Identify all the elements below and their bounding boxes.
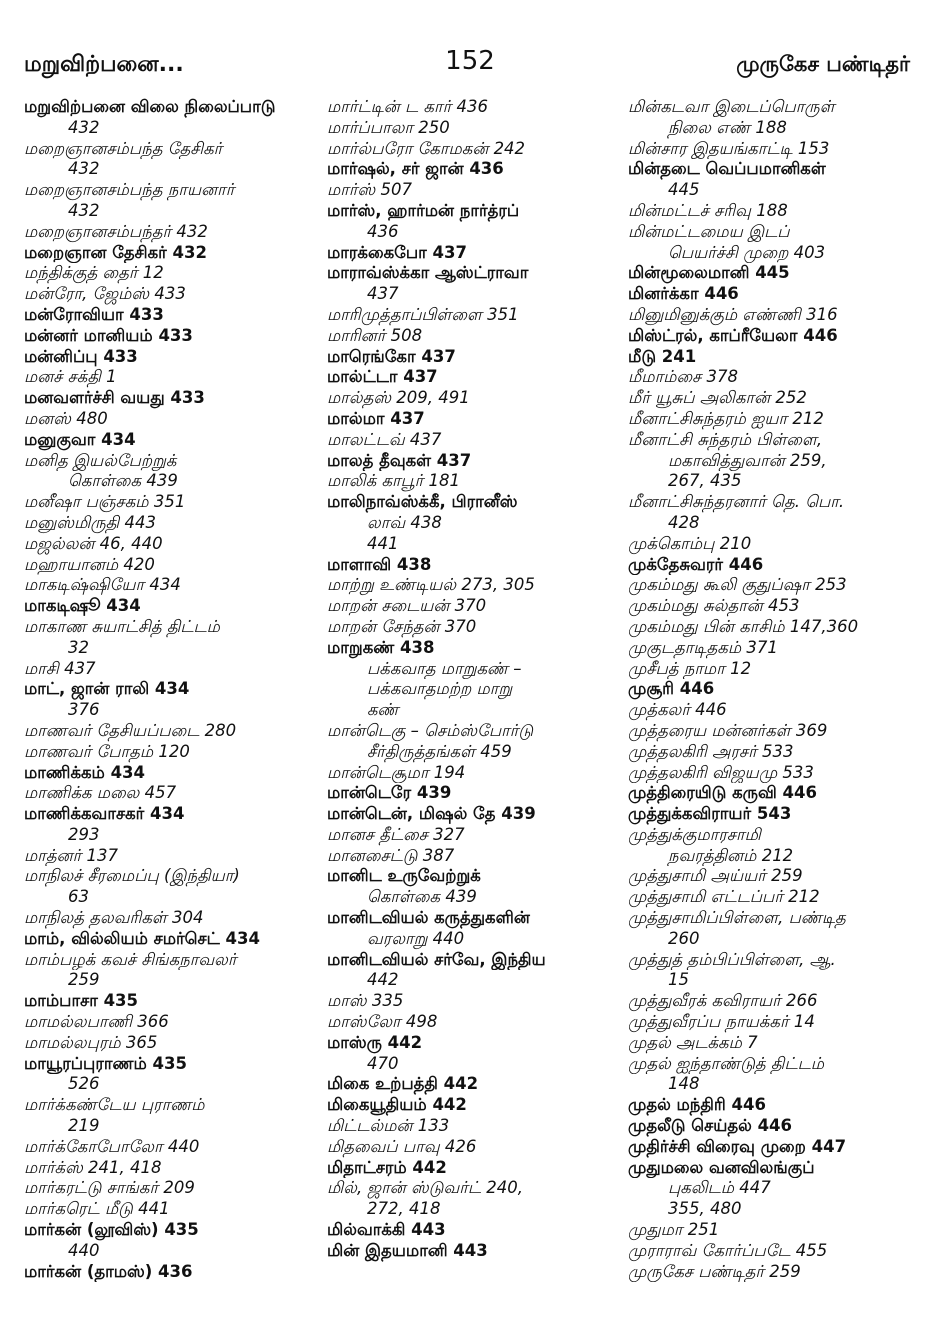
index-entry: மார்ஸ், ஹார்மன் நார்த்ரப் (327, 200, 520, 220)
index-entry: மாஸ்ரு 442 (327, 1032, 423, 1052)
index-entry: 436 (367, 221, 399, 241)
index-entry: மான்டெரே 439 (327, 783, 452, 803)
index-entry: மன்னர் மானியம் 433 (24, 325, 193, 345)
index-entry: மாஸ்லோ 498 (327, 1012, 438, 1032)
index-entry: மாராவ்ஸ்க்கா ஆஸ்ட்ராவா (327, 263, 529, 283)
index-entry: மறைஞானசம்பந்த தேசிகர் (24, 138, 223, 158)
index-entry: 260 (668, 928, 700, 948)
index-entry: மார்ஸ் 507 (327, 180, 412, 200)
index-entry: 470 (367, 1053, 399, 1073)
index-entry: 219 (68, 1116, 100, 1136)
index-entry: முக்கொம்பு 210 (628, 533, 752, 553)
index-entry: மின்சார இதயங்காட்டி 153 (628, 138, 830, 158)
index-entry: மார்க்கோபோலோ 440 (24, 1136, 200, 1156)
index-entry: பக்கவாத மாறுகண் – (367, 658, 522, 678)
index-entry: மகாவித்துவான் 259, (668, 450, 827, 470)
index-entry: முதல் அடக்கம் 7 (628, 1032, 758, 1052)
index-entry: பெயர்ச்சி முறை 403 (668, 242, 826, 262)
index-entry: மில்வாக்கி 443 (327, 1220, 446, 1240)
index-entry: மாம்பழக் கவச் சிங்கநாவலர் (24, 949, 237, 969)
index-entry: மானசைட்டு 387 (327, 845, 455, 865)
index-entry: மினர்க்கா 446 (628, 284, 739, 304)
index-entry: வரலாறு 440 (367, 928, 465, 948)
index-entry: முதல் மந்திரி 446 (628, 1095, 766, 1115)
index-entry: முதுமா 251 (628, 1220, 720, 1240)
index-entry: மாளாவி 438 (327, 554, 432, 574)
index-entry: மாலிக் காபூர் 181 (327, 471, 460, 491)
index-entry: மிட்டல்மன் 133 (327, 1116, 450, 1136)
index-entry: முகம்மது சுல்தான் 453 (628, 596, 800, 616)
index-entry: 440 (68, 1240, 100, 1260)
index-entry: மார்கரெட் மீடு 441 (24, 1199, 170, 1219)
index-entry: மாணிக்கவாசகர் 434 (24, 804, 185, 824)
index-entry: மாரக்கைபோ 437 (327, 242, 467, 262)
index-entry: 259 (68, 970, 100, 990)
index-entry: கண் (367, 700, 399, 720)
index-entry: மனுகுவா 434 (24, 429, 136, 449)
index-entry: மஹாயானம் 420 (24, 554, 155, 574)
index-entry: மானிடவியல் கருத்துகளின் (327, 908, 530, 928)
index-entry: முதிர்ச்சி விரைவு முறை 447 (628, 1136, 847, 1156)
index-entry: மாம்பாசா 435 (24, 991, 139, 1011)
index-entry: 442 (367, 970, 399, 990)
index-entry: மின்தடை வெப்பமானிகள் (628, 159, 826, 179)
index-entry: மாலத் தீவுகள் 437 (327, 450, 472, 470)
index-entry: முத்துசாமி எட்டப்பர் 212 (628, 887, 820, 907)
index-entry: 432 (68, 117, 100, 137)
index-entry: 63 (68, 887, 89, 907)
index-entry: மார்ப்பாலா 250 (327, 117, 450, 137)
index-entry: மாகடிஷூ 434 (24, 596, 141, 616)
index-column-2 (327, 97, 619, 1262)
index-entry: மாமல்லபாணி 366 (24, 1012, 169, 1032)
index-entry: முராராவ் கோர்ப்படே 455 (628, 1240, 828, 1260)
index-entry: மாறன் சடையன் 370 (327, 596, 487, 616)
index-entry: மறைஞானசம்பந்தர் 432 (24, 221, 208, 241)
index-entry: 432 (68, 159, 100, 179)
index-entry: மீடு 241 (628, 346, 697, 366)
index-entry: மாறுகண் 438 (327, 637, 435, 657)
index-entry: முகம்மது கூலி குதுப்ஷா 253 (628, 575, 847, 595)
index-entry: மார்ல்பரோ கோமகன் 242 (327, 138, 526, 158)
index-entry: மாநிலச் சீரமைப்பு (இந்தியா) (24, 866, 240, 886)
index-entry: புகலிடம் 447 (668, 1178, 771, 1198)
index-entry: மின்மூலைமானி 445 (628, 263, 790, 283)
index-entry: 148 (668, 1074, 700, 1094)
index-entry: 526 (68, 1074, 100, 1094)
index-entry: முத்கலர் 446 (628, 700, 727, 720)
index-entry: மறுவிற்பனை விலை நிலைப்பாடு (24, 97, 276, 116)
index-entry: 376 (68, 700, 100, 720)
index-entry: மீனாட்சிசுந்தரம் ஐயா 212 (628, 408, 824, 428)
index-entry: மான்டென், மிஷல் தே 439 (327, 804, 536, 824)
index-entry: மனச் சக்தி 1 (24, 367, 117, 387)
index-entry: மீர் யூசுப் அலிகான் 252 (628, 388, 807, 408)
index-entry: மாமல்லபுரம் 365 (24, 1032, 158, 1052)
index-entry: முசீபத் நாமா 12 (628, 658, 752, 678)
index-entry: மார்க்கண்டேய புராணம் (24, 1095, 205, 1115)
index-entry: மந்திக்குத் தைர் 12 (24, 263, 164, 283)
index-entry: முத்துத் தம்பிப்பிள்ளை, ஆ. (628, 949, 836, 969)
index-entry: முத்துக்குமாரசாமி (628, 824, 761, 844)
index-entry: மாலட்டவ் 437 (327, 429, 442, 449)
index-entry: மார்ஷல், சர் ஜான் 436 (327, 159, 504, 179)
index-entry: மில், ஜான் ஸ்டுவர்ட் 240, (327, 1178, 524, 1198)
index-entry: மறைஞானசம்பந்த நாயனார் (24, 180, 235, 200)
index-entry: மாணிக்கம் 434 (24, 762, 146, 782)
index-entry: 267, 435 (668, 471, 742, 491)
index-entry: மாகாண சுயாட்சித் திட்டம் (24, 616, 220, 636)
index-entry: மாயூரப்புராணம் 435 (24, 1053, 187, 1073)
index-entry: மாநிலத் தலவரிகள் 304 (24, 908, 204, 928)
index-entry: முத்தரைய மன்னர்கள் 369 (628, 720, 828, 740)
index-entry: மான்டெகு – செம்ஸ்போர்டு (327, 720, 534, 740)
index-entry: முத்துசாமிப்பிள்ளை, பண்டித (628, 908, 846, 928)
index-entry: மிஸ்ட்ரல், காப்ரீயேலா 446 (628, 325, 838, 345)
index-entry: முத்துசாமி அய்யர் 259 (628, 866, 803, 886)
index-entry: 32 (68, 637, 89, 657)
index-entry: மின்மட்டச் சரிவு 188 (628, 200, 788, 220)
index-entry: மால்ட்டா 437 (327, 367, 438, 387)
index-entry: மானச தீட்சை 327 (327, 824, 465, 844)
page-header (0, 44, 940, 88)
index-entry: 432 (68, 200, 100, 220)
index-entry: மாறன் சேந்தன் 370 (327, 616, 477, 636)
index-column-3 (628, 97, 928, 1282)
index-entry: மாணவர் போதம் 120 (24, 741, 190, 761)
index-entry: 272, 418 (367, 1199, 441, 1219)
index-entry: கொள்கை 439 (367, 887, 477, 907)
index-entry: மாம், வில்லியம் சமர்செட் 434 (24, 928, 260, 948)
index-entry: 355, 480 (668, 1199, 742, 1219)
index-entry: மாகடிஷ்ஷியோ 434 (24, 575, 181, 595)
index-entry: மாணிக்க மலை 457 (24, 783, 177, 803)
index-entry: பக்கவாதமற்ற மாறு (367, 679, 513, 699)
index-entry: மான்டெசூமா 194 (327, 762, 466, 782)
index-entry: முத்தலகிரி விஜயமு 533 (628, 762, 814, 782)
index-entry: மின்மட்டமைய இடப் (628, 221, 790, 241)
index-entry: கொள்கை 439 (68, 471, 178, 491)
index-entry: மாசி 437 (24, 658, 96, 678)
index-entry: மாணவர் தேசியப்படை 280 (24, 720, 237, 740)
index-entry: மிதவைப் பாவு 426 (327, 1136, 477, 1156)
index-entry: மாரெங்கோ 437 (327, 346, 456, 366)
index-entry: மாத்னர் 137 (24, 845, 119, 865)
index-entry: முதல் ஐந்தாண்டுத் திட்டம் (628, 1053, 824, 1073)
index-entry: மார்ட்டின் ட கார் 436 (327, 97, 488, 116)
index-entry: மன்னிப்பு 433 (24, 346, 138, 366)
index-entry: மனீஷா பஞ்சகம் 351 (24, 492, 186, 512)
index-column-1 (24, 97, 314, 1282)
index-entry: மீனாட்சி சுந்தரம் பிள்ளை, (628, 429, 823, 449)
index-entry: முசூரி 446 (628, 679, 715, 699)
index-entry: மாஸ் 335 (327, 991, 404, 1011)
index-entry: மன்ரோ, ஜேம்ஸ் 433 (24, 284, 186, 304)
running-head-right: முருகேச பண்டிதர் (736, 52, 910, 76)
index-entry: மார்க்ஸ் 241, 418 (24, 1157, 162, 1177)
index-entry: மாட், ஜான் ராலி 434 (24, 679, 190, 699)
index-entry: மாரினர் 508 (327, 325, 423, 345)
index-entry: லாவ் 438 (367, 512, 442, 532)
index-entry: முத்திரையிடு கருவி 446 (628, 783, 817, 803)
index-entry: மனஸ் 480 (24, 408, 108, 428)
index-entry: மால்மா 437 (327, 408, 425, 428)
index-entry: மனுஸ்மிருதி 443 (24, 512, 156, 532)
index-entry: மீமாம்சை 378 (628, 367, 738, 387)
index-entry: மின் இதயமானி 443 (327, 1240, 488, 1260)
index-entry: மஜல்லன் 46, 440 (24, 533, 163, 553)
index-entry: மினுமினுக்கும் எண்ணி 316 (628, 304, 838, 324)
index-entry: மிதாட்சரம் 442 (327, 1157, 447, 1177)
index-entry: மார்கன் (தாமஸ்) 436 (24, 1261, 193, 1281)
index-entry: 441 (367, 533, 399, 553)
index-entry: 293 (68, 824, 100, 844)
index-entry: மார்கன் (லூவிஸ்) 435 (24, 1220, 199, 1240)
index-entry: 437 (367, 284, 399, 304)
index-entry: முத்தலகிரி அரசர் 533 (628, 741, 794, 761)
index-entry: மின்கடவா இடைப்பொருள் (628, 97, 835, 116)
index-entry: 428 (668, 512, 700, 532)
index-entry: 15 (668, 970, 689, 990)
index-entry: மிகையூதியம் 442 (327, 1095, 467, 1115)
index-entry: சீர்திருத்தங்கள் 459 (367, 741, 512, 761)
index-entry: முதுமலை வனவிலங்குப் (628, 1157, 815, 1177)
index-entry: மார்கரட்டு சாங்கர் 209 (24, 1178, 195, 1198)
index-entry: மனவளர்ச்சி வயது 433 (24, 388, 205, 408)
index-entry: மாலிநாவ்ஸ்க்கீ, பிரானீஸ் (327, 492, 518, 512)
index-entry: முத்துவீரப்ப நாயக்கர் 14 (628, 1012, 815, 1032)
index-entry: மாற்று உண்டியல் 273, 305 (327, 575, 535, 595)
index-entry: 445 (668, 180, 700, 200)
index-entry: மிகை உற்பத்தி 442 (327, 1074, 479, 1094)
index-entry: மனித இயல்பேற்றுக் (24, 450, 177, 470)
index-entry: நவரத்தினம் 212 (668, 845, 794, 865)
index-entry: மாரிமுத்தாப்பிள்ளை 351 (327, 304, 519, 324)
index-entry: மன்ரோவியா 433 (24, 304, 164, 324)
index-entry: மானிடவியல் சர்வே, இந்திய (327, 949, 546, 969)
index-entry: மால்தஸ் 209, 491 (327, 388, 470, 408)
index-entry: மானிட உருவேற்றுக் (327, 866, 481, 886)
index-entry: மறைஞான தேசிகர் 432 (24, 242, 207, 262)
index-entry: முகுடதாடிதகம் 371 (628, 637, 778, 657)
index-entry: முத்துக்கவிராயர் 543 (628, 804, 792, 824)
index-entry: முதலீடு செய்தல் 446 (628, 1116, 793, 1136)
index-entry: நிலை எண் 188 (668, 117, 787, 137)
page-number: 152 (445, 46, 495, 76)
index-entry: முத்துவீரக் கவிராயர் 266 (628, 991, 818, 1011)
index-entry: முகம்மது பின் காசிம் 147,360 (628, 616, 859, 636)
index-entry: மீனாட்சிசுந்தரனார் தெ. பொ. (628, 492, 845, 512)
running-head-left: மறுவிற்பனை... (24, 52, 184, 77)
index-entry: முக்தேசுவரர் 446 (628, 554, 764, 574)
index-entry: முருகேச பண்டிதர் 259 (628, 1261, 801, 1281)
